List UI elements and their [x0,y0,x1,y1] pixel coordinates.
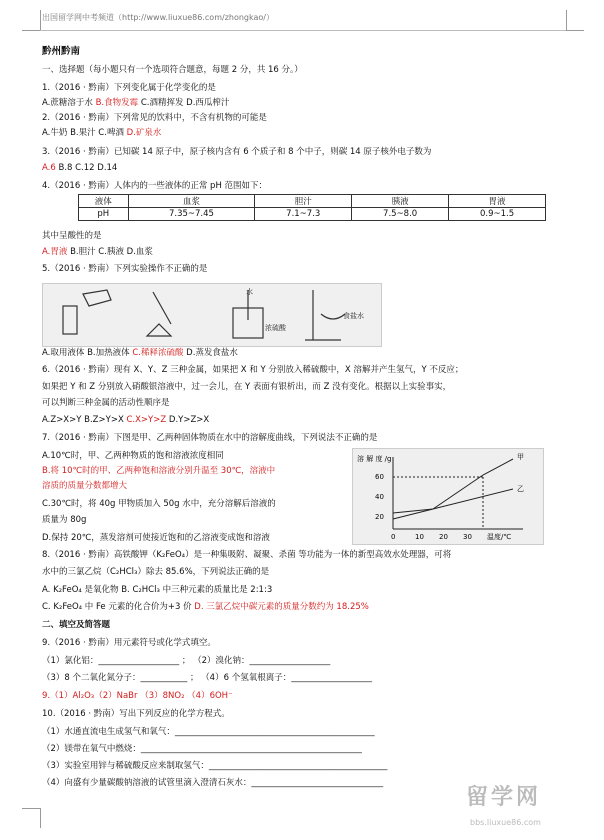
text-segment: （1）氯化铝：___________________ ； （2）溴化钠：___________________ [42,656,331,666]
table-cell: 胃液 [449,195,546,208]
y-tick: 20 [375,513,384,521]
y-axis-label: 溶 解 度 /g [357,455,392,463]
answer-highlight: 9.（1）Al₂O₃（2）NaBr （3）8NO₂ （4）6OH⁻ [42,691,233,701]
experiment-drawing [43,284,381,346]
burner-shape [147,324,171,336]
table-cell: 7.35~7.45 [128,208,255,221]
answer-highlight: D.矿泉水 [126,128,162,138]
test-tube-shape [63,306,77,334]
answer-highlight: B.食物发霉 [95,98,139,108]
text-segment: 水中的三氯乙烷（C₂HCl₃）除去 85.6%，下列说法正确的是 [42,567,270,577]
text-line [42,64,303,76]
y-tick: 60 [375,473,384,481]
text-segment: A. K₂FeO₄ 是氧化物 B. C₂HCl₃ 中三种元素的质量比是 2:1:3 [42,585,273,595]
text-segment: 其中呈酸性的是 [42,231,102,241]
text-segment: 2.（2016 · 黔南）下列常见的饮料中，不含有机物的可能是 [42,113,267,123]
solubility-graph [352,448,544,545]
text-line [42,127,161,139]
text-line [42,743,362,755]
text-segment: C. K₂FeO₄ 中 Fe 元素的化合价为+3 价 [42,602,195,612]
text-line [42,112,267,124]
curve-label-jia: 甲 [517,453,524,461]
solubility-curve-svg [353,449,543,544]
text-line [42,246,153,258]
evaporating-dish-shape [305,290,345,340]
heated-tube-shape [153,292,171,324]
text-line [42,549,451,561]
text-segment: （2）镁带在氧气中燃烧：____________________________________________________ [42,744,362,754]
text-line [42,672,372,684]
table-cell: 7.1~7.3 [255,208,352,221]
crop-mark [566,30,584,31]
text-segment: D.Y>Z>X [166,415,210,425]
text-segment: A.10℃时，甲、乙两种物质的饱和溶液浓度相同 [42,451,224,461]
text-line [42,480,127,492]
text-line [42,432,377,444]
text-segment: C.30℃时，将 40g 甲物质加入 50g 水中，充分溶解后溶液的 [42,499,276,509]
answer-highlight: C.稀释浓硫酸 [132,348,184,358]
text-line [42,381,451,393]
x-tick: 0 [391,533,396,541]
text-line [42,230,102,242]
text-line [42,82,216,94]
acid-label: 浓硫酸 [265,324,286,332]
bottle-shape [83,290,111,306]
text-segment: 二、填空及简答题 [42,620,111,630]
text-segment: 9.（2016 · 黔南）用元素符号或化学式填空。 [42,638,216,648]
text-segment: 1.（2016 · 黔南）下列变化属于化学变化的是 [42,83,216,93]
text-line [42,498,276,510]
x-tick: 10 [415,533,424,541]
text-segment: 如果把 Y 和 Z 分别放入硝酸银溶液中，过一会儿，在 Y 表面有银析出，而 Z 没有变化。根据以上实验事实， [42,382,452,392]
text-segment: 质量为 80g [42,515,87,525]
text-line [42,162,117,174]
header-divider [40,30,566,31]
text-line [42,146,431,158]
text-line [42,465,275,477]
text-line [42,97,229,109]
crop-mark [566,10,567,30]
text-segment: 一、选择题（每小题只有一个选项符合题意，每题 2 分，共 16 分。） [42,65,303,75]
text-segment: 7.（2016 · 黔南）下图是甲、乙两种固体物质在水中的溶解度曲线，下列说法不正确的是 [42,433,378,443]
text-segment: 6.（2016 · 黔南）现有 X、Y、Z 三种金属，如果把 X 和 Y 分别放入稀硫酸中，X 溶解并产生氢气，Y 不反应； [42,365,464,375]
table-cell: 0.9~1.5 [449,208,546,221]
text-line [42,532,270,544]
water-label: 水 [246,288,253,296]
text-segment: A.取用液体 B.加热液体 [42,348,133,358]
x-tick: 20 [439,533,448,541]
table-row [79,208,546,221]
table-header-row [79,195,546,208]
x-tick: 30 [463,533,472,541]
table-cell: pH [79,208,129,221]
table-cell: 血浆 [128,195,255,208]
text-line [42,726,375,738]
table-cell: 胆汁 [255,195,352,208]
text-segment: D.蒸发食盐水 [183,348,238,358]
text-line [42,514,86,526]
text-line [42,414,209,426]
text-line [42,364,463,376]
text-segment: （3）实验室用锌与稀硫酸反应来制取氢气：__________________________________________ [42,761,388,771]
table-cell: 7.5~8.0 [352,208,449,221]
crop-mark [22,808,40,809]
text-line [42,708,230,720]
text-segment: 可以判断三种金属的活动性顺序是 [42,398,170,408]
text-line [42,637,216,649]
answer-highlight: 溶质的质量分数都增大 [42,481,128,491]
text-line [42,180,267,192]
page-header: 出国留学网中考频道（http://www.liuxue86.com/zhongkao/） [42,13,274,22]
text-line [42,760,387,772]
experiment-figure [42,283,382,347]
x-axis-label: 温度/℃ [487,533,512,541]
text-segment: （1）水通直流电生成氢气和氧气：_______________________________________________ [42,727,375,737]
crop-mark [40,10,41,30]
text-segment: 8.（2016 · 黔南）高铁酸钾（K₂FeO₄）是一种集吸附、凝聚、杀菌 等功能为一体的新型高效水处理器，可将 [42,550,452,560]
curve-yi [393,489,513,513]
y-tick: 40 [375,493,384,501]
table-cell: 液体 [79,195,129,208]
text-segment: D.保持 20℃，蒸发溶剂可使接近饱和的乙溶液变成饱和溶液 [42,533,270,543]
text-segment: 5.（2016 · 黔南）下列实验操作不正确的是 [42,264,208,274]
text-segment: A.蔗糖溶于水 [42,98,96,108]
text-line [42,450,224,462]
crop-mark [40,808,41,828]
answer-highlight: A.胃液 [42,247,68,257]
text-segment: 4.（2016 · 黔南）人体内的一些液体的正常 pH 范围如下： [42,181,268,191]
text-segment: （3）8 个二氧化氮分子：___________ ； （4）6 个氢氧根离子：___________________ [42,673,372,683]
section-title: 黔州黔南 [42,46,81,57]
text-line [42,655,330,667]
text-line [42,601,369,613]
ph-table [78,194,546,221]
curve-label-yi: 乙 [517,485,524,493]
text-segment: （4）向盛有少量碳酸钠溶液的试管里滴入澄清石灰水：_______________________________ [42,778,384,788]
answer-highlight: A.6 [42,163,56,173]
text-line [42,263,207,275]
watermark-logo: 留学网 [466,785,542,810]
salt-label: 食盐水 [343,312,364,320]
curve-jia [393,459,513,519]
text-line [42,397,170,409]
answer-highlight: C.X>Y>Z [126,415,167,425]
guide-line [393,477,483,529]
answer-highlight: B.将 10℃时的甲、乙两种饱和溶液分别升温至 30℃，溶液中 [42,466,276,476]
text-segment: A.牛奶 B.果汁 C.啤酒 [42,128,127,138]
table-cell: 胰液 [352,195,449,208]
text-segment: 10.（2016 · 黔南）写出下列反应的化学方程式。 [42,709,230,719]
text-line [42,690,233,702]
watermark-url: bbs.liuxue86.com [470,818,541,827]
crop-mark [22,30,40,31]
text-line [42,777,383,789]
text-line [42,584,272,596]
text-segment: 3.（2016 · 黔南）已知碳 14 原子中，原子核内含有 6 个质子和 8 个中子，则碳 14 原子核外电子数为 [42,147,432,157]
answer-highlight: D. 三氯乙烷中碳元素的质量分数约为 18.25% [194,602,369,612]
text-segment: B.8 C.12 D.14 [55,163,118,173]
text-segment: C.酒精挥发 D.西瓜榨汁 [138,98,230,108]
text-segment: B.胆汁 C.胰液 D.血浆 [67,247,153,257]
text-line [42,619,110,631]
text-line [42,566,269,578]
text-segment: A.Z>X>Y B.Z>Y>X [42,415,127,425]
text-line [42,347,238,359]
